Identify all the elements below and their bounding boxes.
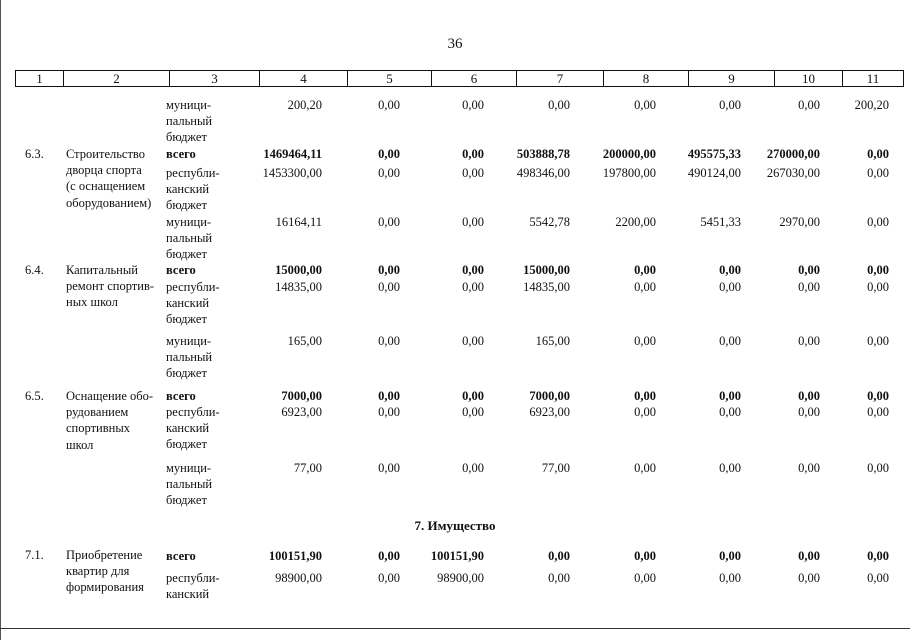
section-title-property: 7. Имущество (414, 518, 496, 533)
item-6-3-number: 6.3. (25, 147, 44, 161)
row-6-5-total-col-8: 0,00 (634, 389, 656, 403)
row-carryover-municipal-col-5: 0,00 (378, 98, 400, 112)
item-6-5-number: 6.5. (25, 389, 44, 403)
row-7-1-total-col-11: 0,00 (867, 549, 889, 563)
row-6-3-republic-col-11: 0,00 (867, 166, 889, 180)
row-7-1-total-col-5: 0,00 (378, 549, 400, 563)
row-6-4-municipal-col-7: 165,00 (535, 334, 570, 348)
row-6-5-municipal-col-11: 0,00 (867, 461, 889, 475)
row-carryover-municipal-col-6: 0,00 (462, 98, 484, 112)
item-6-4-name: Капитальный ремонт спортив- ных школ (66, 263, 155, 310)
row-6-4-total-col-6: 0,00 (462, 263, 484, 277)
row-carryover-municipal-col-7: 0,00 (548, 98, 570, 112)
row-6-4-republic-col-9: 0,00 (719, 280, 741, 294)
row-6-3-total-col-11: 0,00 (867, 147, 889, 161)
row-6-3-municipal-col-9: 5451,33 (700, 215, 741, 229)
row-6-3-republic-col-4: 1453300,00 (262, 166, 322, 180)
col-header-6: 6 (432, 71, 517, 87)
row-7-1-total-col-8: 0,00 (634, 549, 656, 563)
row-6-4-total-col-8: 0,00 (634, 263, 656, 277)
row-6-4-republic-col-5: 0,00 (378, 280, 400, 294)
row-7-1-republic-col-9: 0,00 (719, 571, 741, 585)
row-7-1-republic-col-8: 0,00 (634, 571, 656, 585)
row-7-1-republic-funding-type: республи- канский (166, 571, 220, 602)
row-6-4-total-col-7: 15000,00 (523, 263, 570, 277)
col-header-8: 8 (604, 71, 689, 87)
item-6-4-number: 6.4. (25, 263, 44, 277)
row-6-4-total-col-11: 0,00 (867, 263, 889, 277)
item-6-5-name: Оснащение обо- рудованием спортивных школ (66, 389, 154, 452)
col-header-10: 10 (775, 71, 843, 87)
row-7-1-republic-col-5: 0,00 (378, 571, 400, 585)
row-6-3-total-col-8: 200000,00 (602, 147, 656, 161)
row-7-1-total-col-7: 0,00 (548, 549, 570, 563)
row-6-3-total-col-6: 0,00 (462, 147, 484, 161)
item-7-1-name: Приобретение квартир для формирования (66, 548, 144, 595)
row-6-5-republic-col-11: 0,00 (867, 405, 889, 419)
row-6-3-total-col-5: 0,00 (378, 147, 400, 161)
row-6-4-municipal-col-10: 0,00 (798, 334, 820, 348)
row-6-3-republic-col-6: 0,00 (462, 166, 484, 180)
row-7-1-total-col-10: 0,00 (798, 549, 820, 563)
row-7-1-republic-col-7: 0,00 (548, 571, 570, 585)
row-6-5-municipal-funding-type: муници- пальный бюджет (166, 461, 213, 508)
row-7-1-republic-col-6: 98900,00 (437, 571, 484, 585)
row-6-3-republic-col-7: 498346,00 (516, 166, 570, 180)
row-6-5-republic-col-9: 0,00 (719, 405, 741, 419)
row-7-1-republic-col-4: 98900,00 (275, 571, 322, 585)
row-6-3-republic-col-9: 490124,00 (687, 166, 741, 180)
row-6-3-municipal-col-10: 2970,00 (779, 215, 820, 229)
row-6-5-republic-col-5: 0,00 (378, 405, 400, 419)
row-6-4-total-col-5: 0,00 (378, 263, 400, 277)
row-7-1-republic-col-11: 0,00 (867, 571, 889, 585)
col-header-5: 5 (348, 71, 432, 87)
row-carryover-municipal-col-8: 0,00 (634, 98, 656, 112)
page-edge-line (0, 0, 1, 640)
row-6-3-republic-funding-type: республи- канский бюджет (166, 166, 220, 213)
row-6-3-municipal-col-6: 0,00 (462, 215, 484, 229)
row-6-3-republic-col-8: 197800,00 (602, 166, 656, 180)
row-6-5-municipal-col-7: 77,00 (541, 461, 570, 475)
item-6-3-name: Строительство дворца спорта (с оснащением оборудованием) (66, 147, 152, 210)
row-6-4-republic-col-6: 0,00 (462, 280, 484, 294)
row-6-5-republic-col-8: 0,00 (634, 405, 656, 419)
row-6-5-total-funding-type: всего (166, 389, 196, 403)
row-6-5-republic-col-7: 6923,00 (529, 405, 570, 419)
row-6-5-total-col-7: 7000,00 (529, 389, 570, 403)
row-6-4-republic-col-8: 0,00 (634, 280, 656, 294)
row-7-1-total-col-9: 0,00 (719, 549, 741, 563)
row-6-3-municipal-col-5: 0,00 (378, 215, 400, 229)
row-6-4-total-col-4: 15000,00 (275, 263, 322, 277)
row-6-4-total-funding-type: всего (166, 263, 196, 277)
row-6-3-total-col-4: 1469464,11 (263, 147, 322, 161)
row-6-3-total-col-9: 495575,33 (687, 147, 741, 161)
row-6-4-republic-funding-type: республи- канский бюджет (166, 280, 220, 327)
row-6-5-republic-col-4: 6923,00 (281, 405, 322, 419)
row-6-4-municipal-col-4: 165,00 (287, 334, 322, 348)
row-carryover-municipal-col-11: 200,20 (854, 98, 889, 112)
row-6-5-municipal-col-10: 0,00 (798, 461, 820, 475)
row-6-4-municipal-col-8: 0,00 (634, 334, 656, 348)
col-header-4: 4 (260, 71, 348, 87)
row-6-5-total-col-5: 0,00 (378, 389, 400, 403)
page-number: 36 (447, 36, 463, 52)
row-6-5-total-col-9: 0,00 (719, 389, 741, 403)
row-6-4-republic-col-10: 0,00 (798, 280, 820, 294)
row-6-5-municipal-col-4: 77,00 (293, 461, 322, 475)
col-header-1: 1 (16, 71, 64, 87)
row-6-5-total-col-10: 0,00 (798, 389, 820, 403)
row-7-1-republic-col-10: 0,00 (798, 571, 820, 585)
row-6-5-municipal-col-6: 0,00 (462, 461, 484, 475)
row-6-3-republic-col-5: 0,00 (378, 166, 400, 180)
col-header-2: 2 (64, 71, 170, 87)
col-header-9: 9 (689, 71, 775, 87)
row-7-1-total-col-4: 100151,90 (268, 549, 322, 563)
row-6-3-total-col-7: 503888,78 (516, 147, 570, 161)
row-6-5-municipal-col-8: 0,00 (634, 461, 656, 475)
row-6-3-municipal-col-7: 5542,78 (529, 215, 570, 229)
row-7-1-total-funding-type: всего (166, 549, 196, 563)
row-6-3-total-funding-type: всего (166, 147, 196, 161)
row-6-4-total-col-9: 0,00 (719, 263, 741, 277)
row-6-5-republic-col-6: 0,00 (462, 405, 484, 419)
row-6-4-republic-col-11: 0,00 (867, 280, 889, 294)
row-6-3-municipal-col-8: 2200,00 (615, 215, 656, 229)
row-7-1-total-col-6: 100151,90 (430, 549, 484, 563)
row-carryover-municipal-funding-type: муници- пальный бюджет (166, 98, 213, 145)
row-6-5-republic-col-10: 0,00 (798, 405, 820, 419)
row-6-3-municipal-col-4: 16164,11 (275, 215, 322, 229)
row-carryover-municipal-col-9: 0,00 (719, 98, 741, 112)
row-6-3-total-col-10: 270000,00 (766, 147, 820, 161)
row-6-5-total-col-11: 0,00 (867, 389, 889, 403)
row-6-5-total-col-4: 7000,00 (281, 389, 322, 403)
page-bottom-line (0, 628, 910, 629)
row-6-4-total-col-10: 0,00 (798, 263, 820, 277)
col-header-3: 3 (170, 71, 260, 87)
row-6-4-municipal-funding-type: муници- пальный бюджет (166, 334, 213, 381)
row-carryover-municipal-col-10: 0,00 (798, 98, 820, 112)
row-6-3-municipal-funding-type: муници- пальный бюджет (166, 215, 213, 262)
row-6-4-republic-col-4: 14835,00 (275, 280, 322, 294)
row-6-5-republic-funding-type: республи- канский бюджет (166, 405, 220, 452)
row-6-4-municipal-col-11: 0,00 (867, 334, 889, 348)
row-6-4-municipal-col-5: 0,00 (378, 334, 400, 348)
row-6-4-municipal-col-6: 0,00 (462, 334, 484, 348)
col-header-7: 7 (517, 71, 604, 87)
col-header-11: 11 (843, 71, 904, 87)
row-6-5-municipal-col-5: 0,00 (378, 461, 400, 475)
row-6-3-republic-col-10: 267030,00 (766, 166, 820, 180)
row-6-3-municipal-col-11: 0,00 (867, 215, 889, 229)
row-6-4-republic-col-7: 14835,00 (523, 280, 570, 294)
row-6-4-municipal-col-9: 0,00 (719, 334, 741, 348)
column-number-header (15, 70, 904, 87)
item-7-1-number: 7.1. (25, 548, 44, 562)
row-6-5-municipal-col-9: 0,00 (719, 461, 741, 475)
row-6-5-total-col-6: 0,00 (462, 389, 484, 403)
row-carryover-municipal-col-4: 200,20 (287, 98, 322, 112)
